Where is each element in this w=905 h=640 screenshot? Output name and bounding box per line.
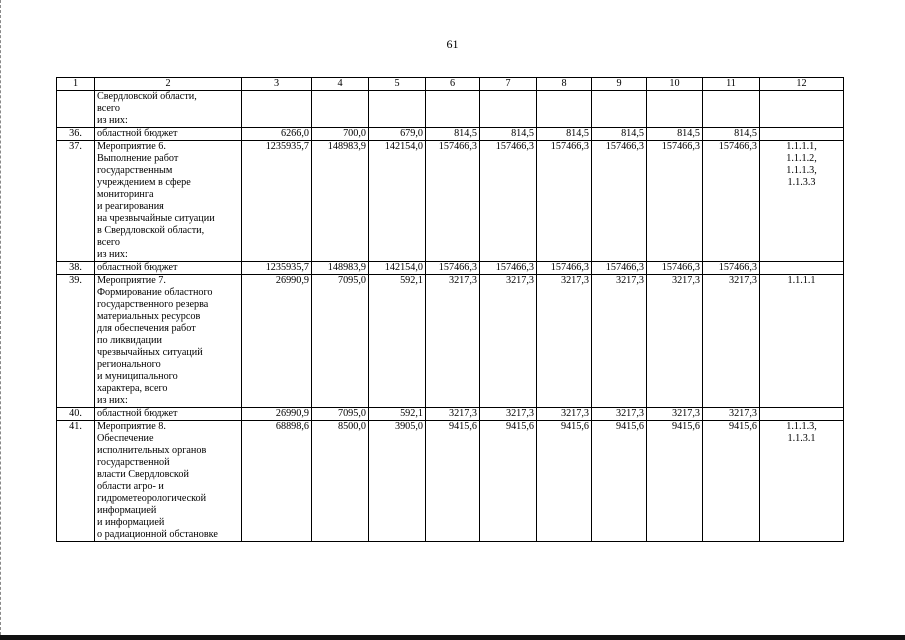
value-cell-col-9: 3217,3: [592, 408, 647, 421]
description-line: Свердловской области,: [97, 91, 197, 102]
value-cell-col-8: 814,5: [537, 128, 592, 141]
target-code: 1.1.1.1,: [786, 141, 817, 152]
description-line: государственного резерва: [97, 299, 209, 310]
table-row: [57, 141, 844, 262]
value-cell-col-5: 142154,0: [369, 141, 426, 262]
table-row: [57, 408, 844, 421]
value-cell-col-9: 3217,3: [592, 275, 647, 408]
description-line: в Свердловской области,: [97, 225, 205, 236]
target-code: 1.1.3.1: [787, 433, 816, 444]
value-cell-col-5: 679,0: [369, 128, 426, 141]
description-line: Мероприятие 8.: [97, 421, 166, 432]
value-cell-col-4: 8500,0: [312, 421, 369, 542]
value-cell-col-3: 68898,6: [242, 421, 312, 542]
value-cell-col-6: [426, 91, 480, 128]
target-indicators: [760, 91, 844, 128]
target-indicators: [760, 421, 844, 542]
column-header-3: 3: [242, 78, 312, 91]
description-line: чрезвычайных ситуаций: [97, 347, 203, 358]
row-number: 40.: [57, 408, 95, 421]
value-cell-col-11: 9415,6: [703, 421, 760, 542]
description-line: государственным: [97, 165, 173, 176]
value-cell-col-7: [480, 91, 537, 128]
value-cell-col-11: [703, 91, 760, 128]
description-line: государственной: [97, 457, 170, 468]
row-number: [57, 91, 95, 128]
column-header-1: 1: [57, 78, 95, 91]
value-cell-col-8: 9415,6: [537, 421, 592, 542]
value-cell-col-10: 3217,3: [647, 275, 703, 408]
value-cell-col-4: [312, 91, 369, 128]
description-line: области агро- и: [97, 481, 164, 492]
target-code: 1.1.1.3,: [786, 165, 817, 176]
value-cell-col-6: 3217,3: [426, 275, 480, 408]
table-row: [57, 128, 844, 141]
description-line: всего: [97, 103, 120, 114]
description-line: Формирование областного: [97, 287, 213, 298]
row-number: 39.: [57, 275, 95, 408]
row-description: [95, 91, 242, 128]
value-cell-col-6: 157466,3: [426, 141, 480, 262]
description-line: по ликвидации: [97, 335, 162, 346]
target-indicators: [760, 275, 844, 408]
value-cell-col-7: 9415,6: [480, 421, 537, 542]
value-cell-col-5: 3905,0: [369, 421, 426, 542]
column-header-5: 5: [369, 78, 426, 91]
description-line: Выполнение работ: [97, 153, 179, 164]
target-code: 1.1.3.3: [787, 177, 816, 188]
value-cell-col-4: 7095,0: [312, 408, 369, 421]
value-cell-col-10: [647, 91, 703, 128]
column-header-12: 12: [760, 78, 844, 91]
value-cell-col-6: 3217,3: [426, 408, 480, 421]
row-number: 36.: [57, 128, 95, 141]
value-cell-col-8: [537, 91, 592, 128]
description-line: для обеспечения работ: [97, 323, 196, 334]
column-header-9: 9: [592, 78, 647, 91]
column-header-10: 10: [647, 78, 703, 91]
row-description: [95, 275, 242, 408]
value-cell-col-5: 142154,0: [369, 262, 426, 275]
table-header-row: [57, 78, 844, 91]
table-body: [57, 78, 844, 542]
value-cell-col-9: 157466,3: [592, 141, 647, 262]
row-number: 38.: [57, 262, 95, 275]
table-row: [57, 275, 844, 408]
description-line: из них:: [97, 115, 128, 126]
target-indicators: [760, 128, 844, 141]
column-header-2: 2: [95, 78, 242, 91]
value-cell-col-6: 157466,3: [426, 262, 480, 275]
description-line: характера, всего: [97, 383, 168, 394]
description-line: и реагирования: [97, 201, 164, 212]
value-cell-col-11: 157466,3: [703, 141, 760, 262]
table-row: [57, 91, 844, 128]
value-cell-col-7: 3217,3: [480, 275, 537, 408]
value-cell-col-3: 1235935,7: [242, 262, 312, 275]
value-cell-col-11: 157466,3: [703, 262, 760, 275]
target-indicators: [760, 262, 844, 275]
value-cell-col-3: 26990,9: [242, 408, 312, 421]
value-cell-col-11: 814,5: [703, 128, 760, 141]
description-line: Мероприятие 7.: [97, 275, 166, 286]
description-line: областной бюджет: [97, 408, 178, 419]
scan-bottom-edge: [0, 635, 905, 640]
description-line: и информацией: [97, 517, 165, 528]
page-number: 61: [446, 37, 459, 51]
value-cell-col-7: 814,5: [480, 128, 537, 141]
row-number: 37.: [57, 141, 95, 262]
column-header-8: 8: [537, 78, 592, 91]
column-header-11: 11: [703, 78, 760, 91]
column-header-7: 7: [480, 78, 537, 91]
description-line: Мероприятие 6.: [97, 141, 166, 152]
description-line: о радиационной обстановке: [97, 529, 218, 540]
description-line: материальных ресурсов: [97, 311, 201, 322]
value-cell-col-5: [369, 91, 426, 128]
description-line: информацией: [97, 505, 157, 516]
value-cell-col-8: 3217,3: [537, 408, 592, 421]
description-line: гидрометеорологической: [97, 493, 207, 504]
value-cell-col-9: 157466,3: [592, 262, 647, 275]
value-cell-col-6: 814,5: [426, 128, 480, 141]
value-cell-col-5: 592,1: [369, 408, 426, 421]
description-line: областной бюджет: [97, 128, 178, 139]
row-description: [95, 128, 242, 141]
scan-edge-marks: [0, 0, 4, 640]
value-cell-col-7: 157466,3: [480, 262, 537, 275]
table-row: [57, 262, 844, 275]
description-line: исполнительных органов: [97, 445, 207, 456]
value-cell-col-10: 9415,6: [647, 421, 703, 542]
value-cell-col-6: 9415,6: [426, 421, 480, 542]
value-cell-col-7: 3217,3: [480, 408, 537, 421]
row-description: [95, 421, 242, 542]
value-cell-col-11: 3217,3: [703, 275, 760, 408]
column-header-4: 4: [312, 78, 369, 91]
value-cell-col-9: [592, 91, 647, 128]
value-cell-col-3: 6266,0: [242, 128, 312, 141]
target-indicators: [760, 141, 844, 262]
description-line: регионального: [97, 359, 161, 370]
description-line: учреждением в сфере: [97, 177, 191, 188]
value-cell-col-10: 157466,3: [647, 262, 703, 275]
description-line: Обеспечение: [97, 433, 154, 444]
column-header-6: 6: [426, 78, 480, 91]
row-description: [95, 262, 242, 275]
value-cell-col-4: 148983,9: [312, 141, 369, 262]
target-code: 1.1.1.2,: [786, 153, 817, 164]
row-number: 41.: [57, 421, 95, 542]
value-cell-col-8: 157466,3: [537, 262, 592, 275]
target-indicators: [760, 408, 844, 421]
value-cell-col-10: 814,5: [647, 128, 703, 141]
description-line: из них:: [97, 395, 128, 406]
program-table: [56, 77, 844, 542]
description-line: власти Свердловской: [97, 469, 189, 480]
value-cell-col-4: 700,0: [312, 128, 369, 141]
value-cell-col-5: 592,1: [369, 275, 426, 408]
description-line: мониторинга: [97, 189, 154, 200]
table-row: [57, 421, 844, 542]
value-cell-col-8: 157466,3: [537, 141, 592, 262]
description-line: из них:: [97, 249, 128, 260]
value-cell-col-3: [242, 91, 312, 128]
value-cell-col-8: 3217,3: [537, 275, 592, 408]
target-code: 1.1.1.3,: [786, 421, 817, 432]
value-cell-col-4: 148983,9: [312, 262, 369, 275]
row-description: [95, 141, 242, 262]
description-line: на чрезвычайные ситуации: [97, 213, 215, 224]
row-description: [95, 408, 242, 421]
target-code: 1.1.1.1: [787, 275, 816, 286]
description-line: и муниципального: [97, 371, 178, 382]
value-cell-col-10: 157466,3: [647, 141, 703, 262]
value-cell-col-4: 7095,0: [312, 275, 369, 408]
description-line: областной бюджет: [97, 262, 178, 273]
value-cell-col-3: 1235935,7: [242, 141, 312, 262]
value-cell-col-9: 814,5: [592, 128, 647, 141]
description-line: всего: [97, 237, 120, 248]
value-cell-col-10: 3217,3: [647, 408, 703, 421]
value-cell-col-7: 157466,3: [480, 141, 537, 262]
value-cell-col-9: 9415,6: [592, 421, 647, 542]
value-cell-col-3: 26990,9: [242, 275, 312, 408]
value-cell-col-11: 3217,3: [703, 408, 760, 421]
